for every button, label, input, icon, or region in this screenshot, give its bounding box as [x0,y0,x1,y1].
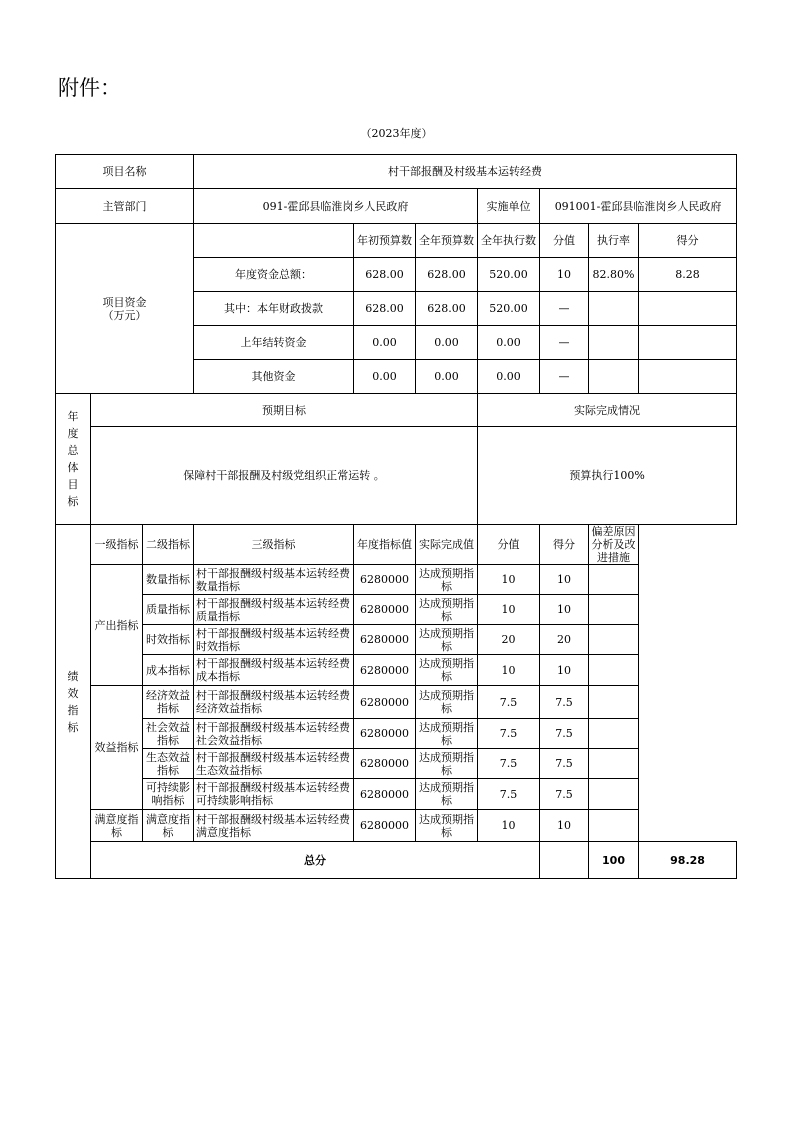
indicator-remarks [589,565,639,595]
perf-header-target: 年度指标值 [354,525,416,565]
indicator-actual: 达成预期指标 [416,719,478,749]
total-blank [540,842,589,879]
funds-row-score-value: — [540,360,589,394]
funds-row-name: 其中：本年财政拨款 [194,292,354,326]
indicator-l3: 村干部报酬级村级基本运转经费数量指标 [194,565,354,595]
funds-header-rate: 执行率 [589,224,639,258]
expected-goal-text: 保障村干部报酬及村级党组织正常运转 。 [91,427,478,525]
indicator-row [56,686,737,719]
funds-header-blank [194,224,354,258]
funds-header-annual: 全年预算数 [416,224,478,258]
perf-header-score: 得分 [540,525,589,565]
indicator-target: 6280000 [354,810,416,842]
indicator-score: 10 [540,810,589,842]
indicator-actual: 达成预期指标 [416,625,478,655]
indicator-remarks [589,686,639,719]
actual-completion-text: 预算执行100% [478,427,737,525]
impl-unit-label: 实施单位 [478,189,540,224]
indicator-row [56,779,737,810]
indicator-l2: 成本指标 [143,655,194,686]
funds-row-init: 628.00 [354,292,416,326]
funds-row-rate [589,360,639,394]
indicator-score: 10 [540,565,589,595]
funds-row-annual: 0.00 [416,360,478,394]
indicator-score: 20 [540,625,589,655]
indicator-l2: 经济效益指标 [143,686,194,719]
indicator-l2: 可持续影响指标 [143,779,194,810]
indicator-target: 6280000 [354,595,416,625]
indicator-remarks [589,595,639,625]
funds-row-score [639,326,737,360]
indicator-remarks [589,655,639,686]
indicator-actual: 达成预期指标 [416,655,478,686]
perf-header-actual: 实际完成值 [416,525,478,565]
indicator-l2: 数量指标 [143,565,194,595]
funds-header-init: 年初预算数 [354,224,416,258]
funds-header-score: 得分 [639,224,737,258]
indicator-row [56,749,737,779]
funds-row-score [639,292,737,326]
indicator-score-value: 10 [478,595,540,625]
indicator-actual: 达成预期指标 [416,779,478,810]
indicator-actual: 达成预期指标 [416,749,478,779]
expected-goal-header: 预期目标 [91,394,478,427]
indicator-target: 6280000 [354,565,416,595]
funds-row-exec: 0.00 [478,360,540,394]
indicator-actual: 达成预期指标 [416,686,478,719]
project-name-label: 项目名称 [56,155,194,189]
funds-row-init: 0.00 [354,326,416,360]
indicator-l2: 时效指标 [143,625,194,655]
indicator-target: 6280000 [354,686,416,719]
indicator-l3: 村干部报酬级村级基本运转经费生态效益指标 [194,749,354,779]
funds-row-annual: 628.00 [416,292,478,326]
funds-row-init: 628.00 [354,258,416,292]
indicator-remarks [589,779,639,810]
indicator-row [56,719,737,749]
funds-row-score-value: — [540,326,589,360]
indicator-l3: 村干部报酬级村级基本运转经费质量指标 [194,595,354,625]
indicator-l3: 村干部报酬级村级基本运转经费时效指标 [194,625,354,655]
funds-row-init: 0.00 [354,360,416,394]
indicator-target: 6280000 [354,719,416,749]
indicator-l2: 质量指标 [143,595,194,625]
performance-evaluation-table [55,154,737,879]
funds-row-name: 上年结转资金 [194,326,354,360]
funds-row-annual: 628.00 [416,258,478,292]
indicator-target: 6280000 [354,655,416,686]
indicator-l1: 满意度指标 [91,810,143,842]
funds-row-score-value: — [540,292,589,326]
total-score: 98.28 [639,842,737,879]
indicator-row [56,595,737,625]
indicator-target: 6280000 [354,779,416,810]
funds-label: 项目资金 （万元） [56,224,194,394]
funds-row-name: 其他资金 [194,360,354,394]
indicator-l2: 社会效益指标 [143,719,194,749]
indicator-target: 6280000 [354,625,416,655]
funds-row-rate: 82.80% [589,258,639,292]
perf-header-l3: 三级指标 [194,525,354,565]
indicator-score: 10 [540,595,589,625]
indicator-actual: 达成预期指标 [416,810,478,842]
funds-header-exec: 全年执行数 [478,224,540,258]
funds-row-score: 8.28 [639,258,737,292]
indicator-score: 10 [540,655,589,686]
indicator-score-value: 7.5 [478,719,540,749]
indicator-score-value: 20 [478,625,540,655]
indicator-remarks [589,810,639,842]
indicator-remarks [589,625,639,655]
funds-header-score-value: 分值 [540,224,589,258]
perf-header-score-value: 分值 [478,525,540,565]
indicator-score: 7.5 [540,779,589,810]
funds-row-score [639,360,737,394]
funds-row-annual: 0.00 [416,326,478,360]
funds-row-exec: 520.00 [478,258,540,292]
indicator-remarks [589,749,639,779]
indicator-l3: 村干部报酬级村级基本运转经费社会效益指标 [194,719,354,749]
annual-goal-label: 年 度 总 体 目 标 [56,394,91,525]
perf-indicator-label: 绩 效 指 标 [56,525,91,879]
indicator-actual: 达成预期指标 [416,595,478,625]
indicator-score-value: 10 [478,655,540,686]
actual-completion-header: 实际完成情况 [478,394,737,427]
indicator-l1: 产出指标 [91,565,143,686]
indicator-score: 7.5 [540,686,589,719]
indicator-l1: 效益指标 [91,686,143,810]
project-name: 村干部报酬及村级基本运转经费 [194,155,737,189]
funds-row-score-value: 10 [540,258,589,292]
indicator-score-value: 10 [478,565,540,595]
indicator-l3: 村干部报酬级村级基本运转经费满意度指标 [194,810,354,842]
indicator-target: 6280000 [354,749,416,779]
indicator-l3: 村干部报酬级村级基本运转经费可持续影响指标 [194,779,354,810]
indicator-score: 7.5 [540,719,589,749]
indicator-score-value: 7.5 [478,749,540,779]
funds-row-rate [589,326,639,360]
indicator-row [56,565,737,595]
attachment-label: 附件： [58,76,121,100]
indicator-row [56,655,737,686]
funds-row-name: 年度资金总额： [194,258,354,292]
indicator-score-value: 7.5 [478,779,540,810]
indicator-l3: 村干部报酬级村级基本运转经费成本指标 [194,655,354,686]
perf-header-l2: 二级指标 [143,525,194,565]
indicator-row [56,810,737,842]
perf-header-remarks: 偏差原因分析及改进措施 [589,525,639,565]
funds-row-exec: 0.00 [478,326,540,360]
year-label: （2023年度） [360,127,433,140]
total-label: 总分 [91,842,540,879]
perf-header-l1: 一级指标 [91,525,143,565]
dept-label: 主管部门 [56,189,194,224]
indicator-row [56,625,737,655]
funds-row-exec: 520.00 [478,292,540,326]
indicator-l3: 村干部报酬级村级基本运转经费经济效益指标 [194,686,354,719]
total-score-value: 100 [589,842,639,879]
funds-row-rate [589,292,639,326]
indicator-l2: 生态效益指标 [143,749,194,779]
indicator-score-value: 10 [478,810,540,842]
dept-value: 091-霍邱县临淮岗乡人民政府 [194,189,478,224]
indicator-l2: 满意度指标 [143,810,194,842]
indicator-score: 7.5 [540,749,589,779]
total-row [56,842,737,879]
indicator-score-value: 7.5 [478,686,540,719]
indicator-actual: 达成预期指标 [416,565,478,595]
indicator-remarks [589,719,639,749]
impl-unit-value: 091001-霍邱县临淮岗乡人民政府 [540,189,737,224]
